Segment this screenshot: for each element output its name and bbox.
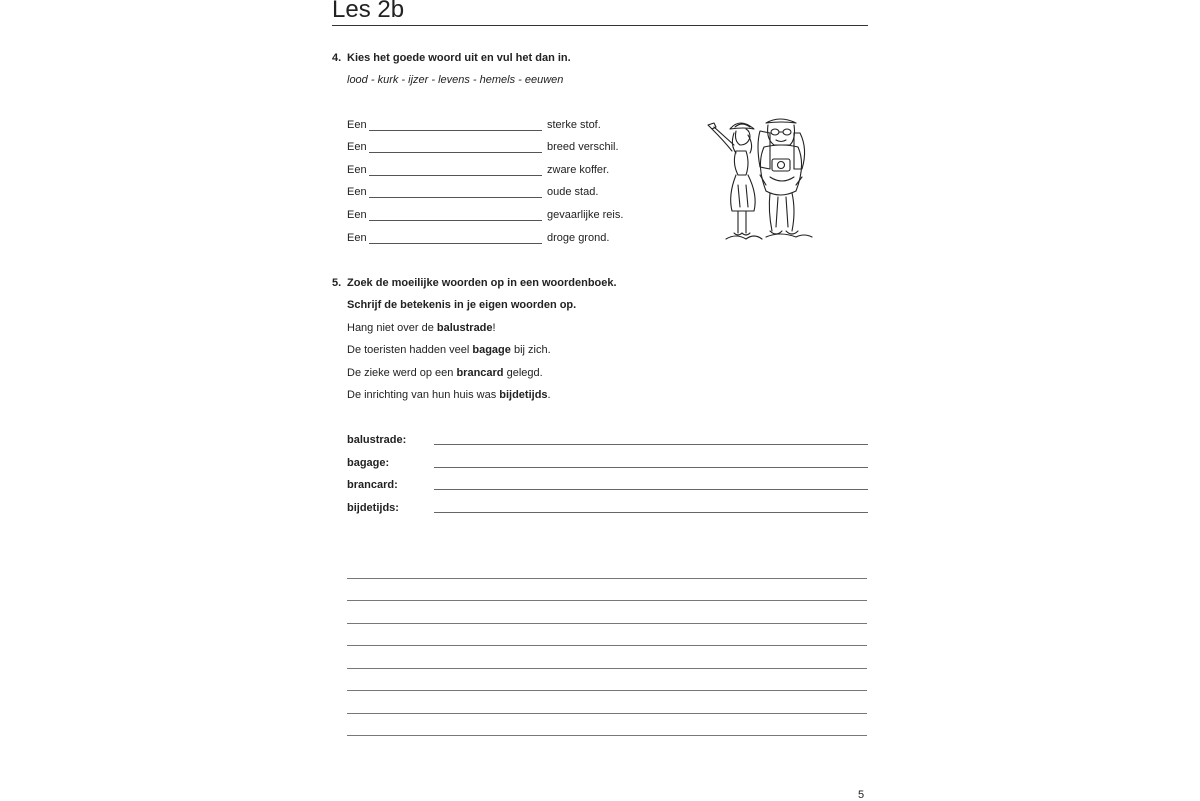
fill-in-blank[interactable]: [369, 197, 542, 198]
fill-row-suffix: zware koffer.: [547, 164, 610, 176]
fill-row-suffix: oude stad.: [547, 186, 599, 198]
definition-term: bagage:: [347, 457, 390, 469]
sentence-text: De inrichting van hun huis was: [347, 389, 500, 401]
fill-row-prefix: Een: [347, 119, 367, 131]
fill-row-suffix: breed verschil.: [547, 141, 619, 153]
writing-line[interactable]: [347, 623, 867, 624]
sentence-keyword: bijdetijds: [499, 389, 548, 401]
writing-line[interactable]: [347, 578, 867, 579]
fill-in-blank[interactable]: [369, 152, 542, 153]
definition-term: brancard:: [347, 479, 398, 491]
example-sentence: [347, 367, 543, 379]
example-sentence: [347, 389, 551, 401]
fill-row-prefix: Een: [347, 186, 367, 198]
definition-answer-line[interactable]: [434, 512, 868, 513]
word-list: lood - kurk - ijzer - levens - hemels - eeuwen: [347, 74, 564, 86]
writing-line[interactable]: [347, 668, 867, 669]
sentence-text: !: [492, 322, 496, 334]
definition-row: [347, 502, 868, 518]
definition-answer-line[interactable]: [434, 444, 868, 445]
exercise-5-instruction-1: Zoek de moeilijke woorden op in een woordenboek.: [347, 277, 617, 289]
tourists-illustration-icon: [700, 115, 825, 245]
fill-row-prefix: Een: [347, 209, 367, 221]
exercise-5-instruction-2: Schrijf de betekenis in je eigen woorden op.: [347, 299, 577, 311]
fill-in-blank[interactable]: [369, 175, 542, 176]
exercise-5-number: 5.: [332, 277, 342, 289]
sentence-text: De zieke werd op een: [347, 367, 457, 379]
fill-row-prefix: Een: [347, 164, 367, 176]
writing-line[interactable]: [347, 713, 867, 714]
writing-line[interactable]: [347, 645, 867, 646]
fill-in-blank[interactable]: [369, 130, 542, 131]
sentence-text: Hang niet over de: [347, 322, 437, 334]
exercise-4-instruction: Kies het goede woord uit en vul het dan in.: [347, 52, 571, 64]
fill-row-prefix: Een: [347, 232, 367, 244]
sentence-keyword: balustrade: [436, 322, 493, 334]
writing-line[interactable]: [347, 735, 867, 736]
exercise-4-number: 4.: [332, 52, 342, 64]
example-sentence: [347, 344, 551, 356]
fill-row-prefix: Een: [347, 141, 367, 153]
sentence-keyword: brancard: [456, 367, 504, 379]
sentence-text: bij zich.: [510, 344, 551, 356]
definition-row: [347, 479, 868, 495]
definition-term: bijdetijds:: [347, 502, 399, 514]
sentence-text: De toeristen hadden veel: [347, 344, 473, 356]
writing-line[interactable]: [347, 690, 867, 691]
writing-line[interactable]: [347, 600, 867, 601]
fill-in-blank[interactable]: [369, 243, 542, 244]
definition-answer-line[interactable]: [434, 489, 868, 490]
fill-row-suffix: gevaarlijke reis.: [547, 209, 624, 221]
page-number: 5: [858, 789, 865, 801]
fill-in-blank[interactable]: [369, 220, 542, 221]
example-sentence: [347, 322, 496, 334]
definition-answer-line[interactable]: [434, 467, 868, 468]
fill-row-suffix: droge grond.: [547, 232, 610, 244]
fill-row-suffix: sterke stof.: [547, 119, 601, 131]
definition-row: [347, 434, 868, 450]
page-title: Les 2b: [332, 0, 868, 26]
sentence-text: gelegd.: [503, 367, 543, 379]
definition-term: balustrade:: [347, 434, 407, 446]
sentence-keyword: bagage: [472, 344, 511, 356]
sentence-text: .: [547, 389, 551, 401]
definition-row: [347, 457, 868, 473]
